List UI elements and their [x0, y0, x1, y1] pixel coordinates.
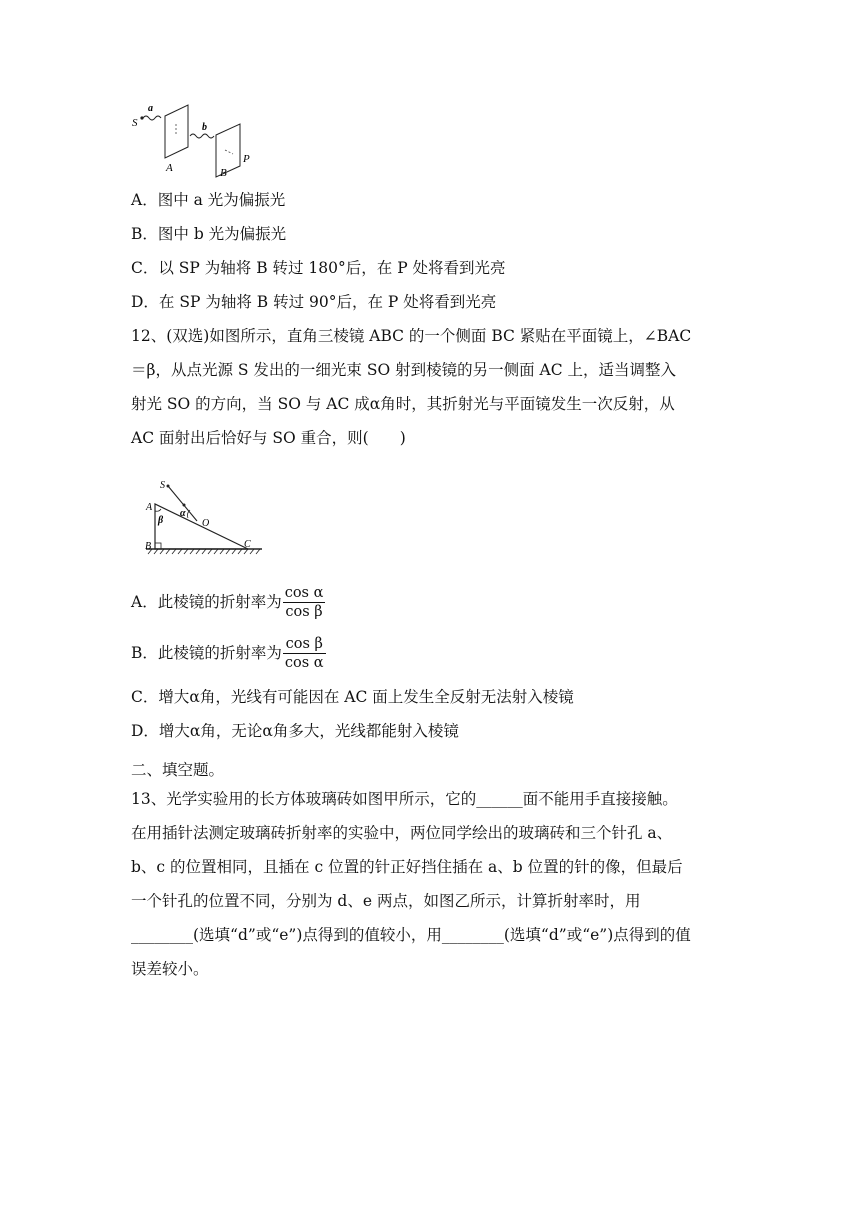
wave-a: [143, 116, 161, 120]
label-S: S: [160, 480, 165, 491]
label-O: O: [202, 518, 210, 529]
q13-line-4: 一个针孔的位置不同，分别为 d、e 两点，如图乙所示，计算折射率时，用: [131, 892, 641, 910]
polarizer-A: [165, 105, 188, 158]
q12-option-c: C．增大α角，光线有可能因在 AC 面上发生全反射无法射入棱镜: [131, 688, 574, 706]
q13-line-2: 在用插针法测定玻璃砖折射率的实验中，两位同学绘出的玻璃砖和三个针孔 a、: [131, 824, 673, 842]
q12-stem-line-4: AC 面射出后恰好与 SO 重合，则( ): [131, 429, 406, 447]
prism-figure: [140, 476, 265, 556]
label-alpha: α: [180, 508, 186, 519]
q12-option-a-text: A．此棱镜的折射率为: [131, 593, 282, 611]
label-A: A: [166, 162, 173, 174]
q12-stem-line-1: 12、(双选)如图所示，直角三棱镜 ABC 的一个侧面 BC 紧贴在平面镜上，∠BAC: [131, 327, 692, 345]
label-P: P: [243, 153, 250, 165]
label-beta: β: [158, 515, 164, 526]
label-C: C: [244, 539, 251, 550]
q11-option-d: D．在 SP 为轴将 B 转过 90°后，在 P 处将看到光亮: [131, 293, 497, 311]
point-on-ray-dot: [183, 504, 186, 507]
q12-option-b: [131, 633, 326, 673]
right-angle-mark: [155, 543, 161, 549]
angle-alpha-arc: [187, 510, 190, 518]
fraction-a-numerator: cos α: [284, 584, 324, 601]
q11-option-a: A．图中 a 光为偏振光: [131, 191, 286, 209]
q12-stem-line-3: 射光 SO 的方向，当 SO 与 AC 成α角时，其折射光与平面镜发生一次反射，从: [131, 395, 675, 413]
q12-option-d: D．增大α角，无论α角多大，光线都能射入棱镜: [131, 722, 459, 740]
wave-b: [190, 134, 214, 138]
fraction-a-denominator: cos β: [285, 603, 323, 620]
label-S: S: [132, 117, 138, 129]
label-B: B: [220, 167, 227, 179]
q13-line-5: ________(选填“d”或“e”)点得到的值较小，用________(选填“d”或“e”)点得到的值: [131, 926, 691, 944]
label-b: b: [202, 122, 207, 133]
q13-line-1: 13、光学实验用的长方体玻璃砖如图甲所示，它的______面不能用手直接接触。: [131, 790, 678, 808]
label-a: a: [148, 103, 153, 114]
label-A: A: [146, 502, 153, 513]
q12-stem-line-2: ＝β，从点光源 S 发出的一细光束 SO 射到棱镜的另一侧面 AC 上，适当调整入: [131, 361, 677, 379]
source-S-dot: [167, 485, 170, 488]
q13-line-3: b、c 的位置相同，且插在 c 位置的针正好挡住插在 a、b 位置的针的像，但最后: [131, 858, 683, 876]
angle-beta-arc: [155, 509, 161, 511]
q13-line-6: 误差较小。: [131, 960, 209, 978]
fraction-b-numerator: cos β: [283, 635, 326, 654]
q11-option-b: B．图中 b 光为偏振光: [131, 225, 287, 243]
q12-option-a: [131, 582, 325, 622]
q12-option-b-text: B．此棱镜的折射率为: [131, 644, 282, 662]
fraction-b: [283, 635, 326, 672]
fraction-a: [283, 584, 326, 621]
polarizer-figure: [130, 100, 260, 180]
section-title: 二、填空题。: [131, 761, 225, 779]
q11-option-c: C．以 SP 为轴将 B 转过 180°后，在 P 处将看到光亮: [131, 259, 506, 277]
label-B: B: [145, 541, 152, 552]
fraction-b-denominator: cos α: [284, 654, 324, 671]
